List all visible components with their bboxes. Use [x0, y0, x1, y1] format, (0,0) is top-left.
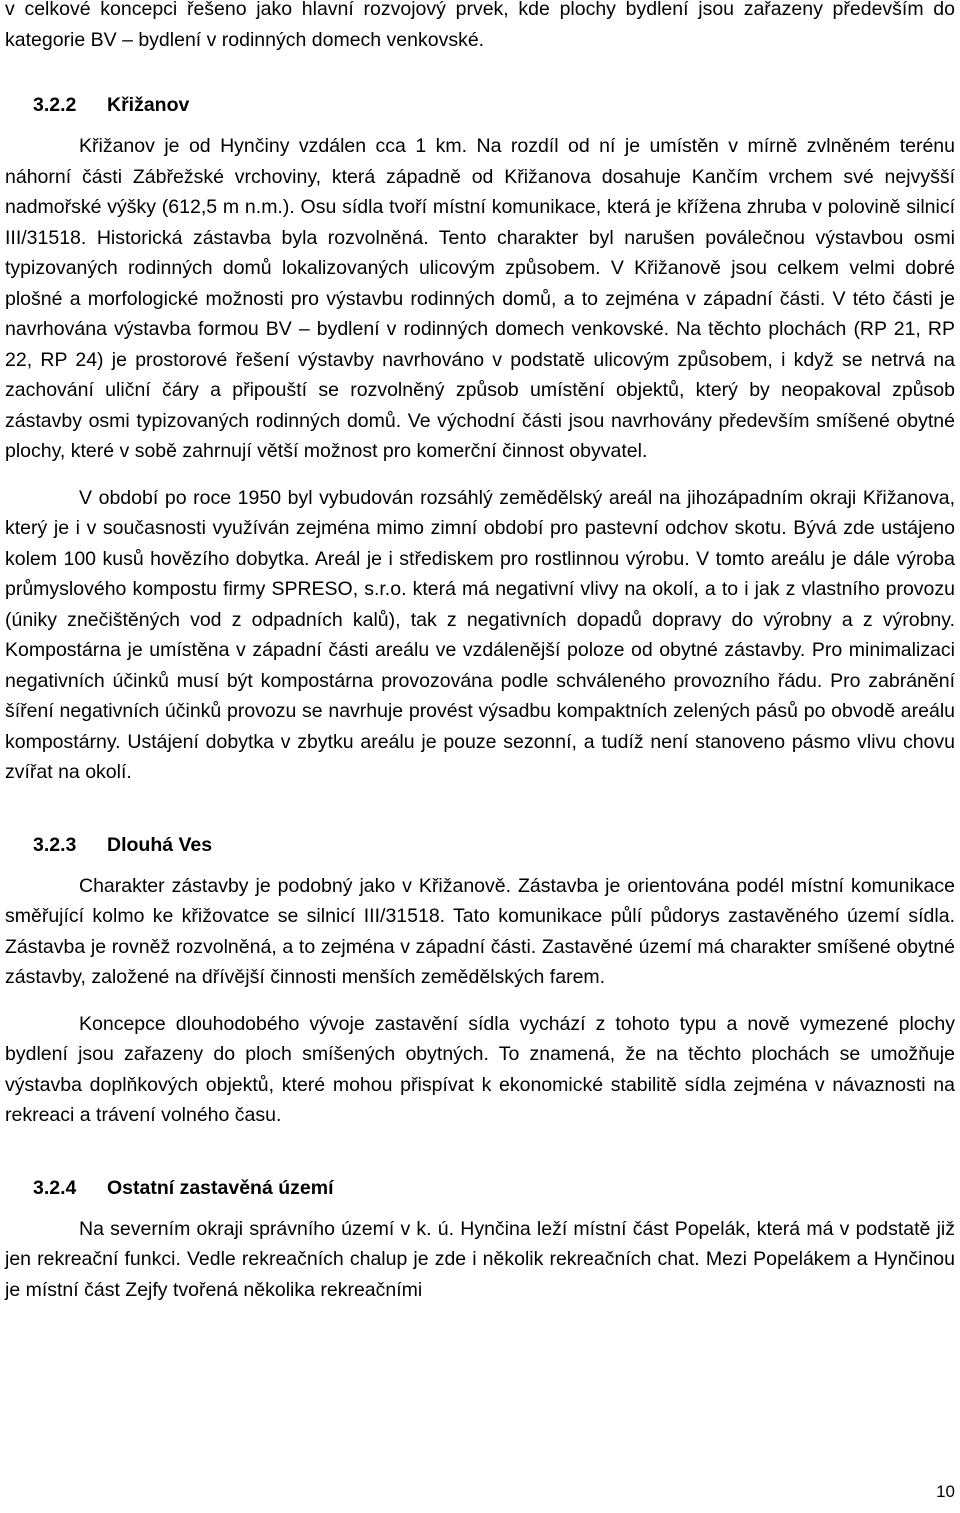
spacer	[5, 55, 955, 90]
section-number: 3.2.3	[33, 833, 77, 856]
section-number: 3.2.4	[33, 1176, 77, 1199]
paragraph: V období po roce 1950 byl vybudován rozsáhlý zemědělský areál na jihozápadním okraji Křižanova, který je i v současnosti využíván zejména mimo zimní období pro pastevní odchov skotu. Bývá zde ustájeno kolem 100 kusů hovězího dobytka. Areál je i střediskem pro rostlinnou výrobu. V tomto areálu je dále výroba průmyslového kompostu firmy SPRESO, s.r.o. která má negativní vlivy na okolí, a to i jak z vlastního provozu (úniky znečištěných vod z odpadních kalů), tak z negativních dopadů dopravy do výrobny a z výrobny. Kompostárna je umístěna v západní části areálu ve vzdálenější poloze od obytné zástavby. Pro minimalizaci negativních účinků musí být kompostárna provozována podle schváleného provozního řádu. Pro zabránění šíření negativních účinků provozu se navrhuje provést výsadbu kompaktních zelených pásů po obvodě areálu kompostárny. Ustájení dobytka v zbytku areálu je pouze sezonní, a tudíž není stanoveno pásmo vlivu chovu zvířat na okolí.	[5, 486, 955, 783]
spacer	[5, 993, 955, 1009]
spacer	[5, 1131, 955, 1173]
spacer	[5, 1203, 955, 1214]
section-heading-3-2-4	[5, 1173, 955, 1203]
spacer	[5, 860, 955, 871]
spacer	[5, 788, 955, 830]
paragraph: Na severním okraji správního území v k. ú. Hynčina leží místní část Popelák, která má v podstatě již jen rekreační funkci. Vedle rekreačních chalup je zde i několik rekreačních chat. Mezi Popelákem a Hynčinou je místní část Zejfy tvořená několika rekreačními	[5, 1217, 955, 1301]
paragraph: Koncepce dlouhodobého vývoje zastavění sídla vychází z tohoto typu a nově vymezené plochy bydlení jsou zařazeny do ploch smíšených obytných. To znamená, že na těchto plochách se umožňuje výstavba doplňkových objektů, které mohou přispívat k ekonomické stabilitě sídla zejména v návaznosti na rekreaci a trávení volného času.	[5, 1012, 955, 1126]
spacer	[5, 467, 955, 483]
section-title: Ostatní zastavěná území	[107, 1176, 334, 1199]
section-heading-3-2-2	[5, 90, 955, 120]
paragraph: Křižanov je od Hynčiny vzdálen cca 1 km. Na rozdíl od ní je umístěn v mírně zvlněném terénu náhorní části Zábřežské vrchoviny, která západně od Křižanova dosahuje Kančím vrchem své nejvyšší nadmořské výšky (612,5 m n.m.). Osu sídla tvoří místní komunikace, která je křížena zhruba v polovině silnicí III/31518. Historická zástavba byla rozvolněná. Tento charakter byl narušen poválečnou výstavbou osmi typizovaných rodinných domů lokalizovaných ulicovým způsobem. V Křižanově jsou celkem velmi dobré plošné a morfologické možnosti pro výstavbu rodinných domů, a to zejména v západní části. V této části je navrhována výstavba formou BV – bydlení v rodinných domech venkovské. Na těchto plochách (RP 21, RP 22, RP 24) je prostorové řešení výstavby navrhováno v podstatě ulicovým způsobem, i když se netrvá na zachování uliční čáry a připouští se rozvolněný způsob umístění objektů, který by neopakoval způsob zástavby osmi typizovaných rodinných domů. Ve východní části jsou navrhovány především smíšené obytné plochy, které v sobě zahrnují větší možnost pro komerční činnost obyvatel.	[5, 135, 955, 462]
section-number: 3.2.2	[33, 94, 77, 116]
spacer	[5, 120, 955, 131]
paragraph: Charakter zástavby je podobný jako v Křižanově. Zástavba je orientována podél místní komunikace směřující kolmo ke křižovatce se silnicí III/31518. Tato komunikace půlí půdorys zastavěného území sídla. Zástavba je rovněž rozvolněná, a to zejména v západní části. Zastavěné území má charakter smíšené obytné zástavby, založené na dřívější činnosti menších zemědělských farem.	[5, 874, 955, 988]
section-title: Křižanov	[107, 94, 190, 116]
page-number: 10	[936, 1482, 955, 1501]
section-title: Dlouhá Ves	[107, 833, 213, 856]
intro-paragraph: v celkové koncepci řešeno jako hlavní rozvojový prvek, kde plochy bydlení jsou zařazeny především do kategorie BV – bydlení v rodinných domech venkovské.	[5, 0, 955, 51]
section-heading-3-2-3	[5, 830, 955, 860]
document-page	[5, 0, 955, 1305]
